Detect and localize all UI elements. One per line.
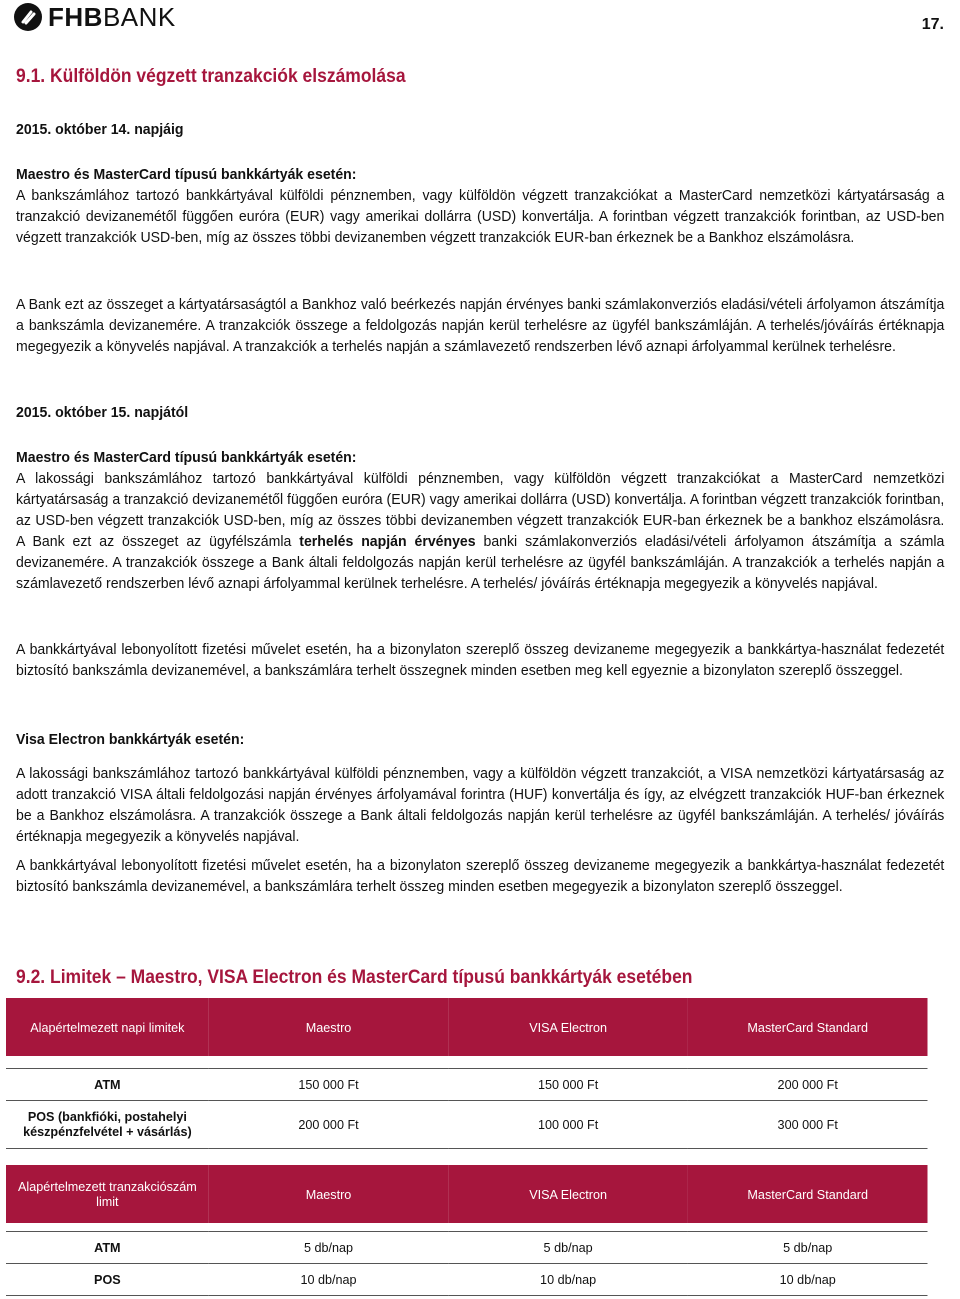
paragraph-conversion: A bankszámlához tartozó bankkártyával külföldi pénznemben, vagy külföldön végzett tranzakciókat a MasterCard nemzetközi kártyatársaság a tranzakció devizanemétől függően euróra (EUR) vagy amerikai dollárra (USD) konvertálja. A forintban végzett tranzakciók forintban, az USD-ben végzett tranzakciók USD-ben, míg az összes többi devizanemben végzett tranzakciók EUR-ban érkeznek be a Bankhoz elszámolásra.	[16, 188, 945, 246]
logo-mark-icon	[14, 3, 42, 31]
daily-limits-table	[6, 998, 928, 1149]
paragraph-block-2	[16, 448, 944, 595]
emphasis-debit-date: terhelés napján érvényes	[299, 534, 476, 550]
table-row	[6, 1068, 928, 1100]
table-cell: 100 000 Ft	[448, 1100, 688, 1148]
table-cell: 5 db/nap	[448, 1231, 688, 1263]
subheading-visa-electron: Visa Electron bankkártyák esetén:	[16, 732, 245, 748]
table-row	[6, 1231, 928, 1263]
table-cell: 150 000 Ft	[448, 1068, 688, 1100]
date-heading-from: 2015. október 15. napjától	[16, 405, 189, 421]
row-label: ATM	[6, 1068, 209, 1100]
paragraph-retail-conversion: A lakossági bankszámlához tartozó bankkártyával külföldi pénznemben, vagy külföldön végzett tranzakciókat a MasterCard nemzetközi kártyatársaság a tranzakció devizanemétől függően euróra (EUR) vagy amerikai dollárra (USD) konvertálja. A forintban végzett tranzakciók forintban, az USD-ben végzett tranzakciók USD-ben, míg az összes többi devizanemben végzett tranzakciók EUR-ban érkeznek be a bankhoz elszámolásra. A Bank ezt az összeget az ügyfélszámla terhelés napján érvényes banki számlakonverziós eladási/vételi árfolyamon átszámítja a számla devizanemére. A tranzakciók összege a Bank általi feldolgozás napján kerül terhelésre az ügyfél bankszámláján. A tranzakciók a terhelés napján a számlavezető rendszerben lévő aznapi árfolyammal kerülnek terhelésre. A terhelés/ jóváírás értéknapja megegyezik a könyvelés napjával.	[16, 471, 945, 592]
header-cell: Maestro	[209, 998, 449, 1056]
table-cell: 5 db/nap	[688, 1231, 928, 1263]
paragraph-visa-conversion: A lakossági bankszámlához tartozó bankkártyával külföldi pénznemben, vagy a külföldön végzett tranzakciót, a VISA nemzetközi kártyatársaság az adott tranzakció VISA általi feldolgozási napján érvényes árfolyamával forintra (HUF) konvertálja és így, az elvégzett tranzakciók HUF-ban érkeznek be a Bankhoz elszámolásra. A tranzakciók összege a Bank általi feldolgozás napján kerül terhelésre az ügyfél bankszámláján. A terhelés/ jóváírás értéknapja megegyezik a könyvelés napjával.	[16, 766, 945, 845]
table-cell: 200 000 Ft	[209, 1100, 449, 1148]
subheading-maestro-mastercard: Maestro és MasterCard típusú bankkártyák esetén:	[16, 167, 357, 183]
table-row	[6, 1100, 928, 1148]
table-row	[6, 1263, 928, 1295]
paragraph-same-currency: A bankkártyával lebonyolított fizetési művelet esetén, ha a bizonylaton szereplő összeg devizaneme megegyezik a bankkártya-használat fedezetét biztosító bankszámla devizanemével, a bankszámlára terhelt összegnek minden esetben meg kell egyeznie a bizonylaton szereplő összeggel.	[16, 642, 945, 679]
subheading-maestro-mastercard-2: Maestro és MasterCard típusú bankkártyák esetén:	[16, 450, 357, 466]
header-cell: Maestro	[209, 1165, 449, 1223]
logo-text: FHBBANK	[48, 2, 176, 32]
header-cell: VISA Electron	[448, 1165, 688, 1223]
row-label: POS	[6, 1263, 209, 1295]
date-heading-until: 2015. október 14. napjáig	[16, 122, 184, 138]
header-cell: MasterCard Standard	[688, 1165, 928, 1223]
section-title-9-1: 9.1. Külföldön végzett tranzakciók elszámolása	[16, 66, 406, 87]
table-cell: 10 db/nap	[209, 1263, 449, 1295]
header-cell: Alapértelmezett napi limitek	[6, 998, 209, 1056]
header-cell: VISA Electron	[448, 998, 688, 1056]
table-cell: 10 db/nap	[688, 1263, 928, 1295]
fhb-logo	[14, 3, 176, 31]
table-cell: 200 000 Ft	[688, 1068, 928, 1100]
table-cell: 150 000 Ft	[209, 1068, 449, 1100]
table-cell: 10 db/nap	[448, 1263, 688, 1295]
table-cell: 5 db/nap	[209, 1231, 449, 1263]
row-label: ATM	[6, 1231, 209, 1263]
row-label: POS (bankfióki, postahelyi készpénzfelvétel + vásárlás)	[6, 1100, 209, 1148]
paragraph-bank-rate: A Bank ezt az összeget a kártyatársaságtól a Bankhoz való beérkezés napján érvényes banki számlakonverziós eladási/vételi árfolyamon átszámítja a bankszámla devizanemére. A tranzakciók összege a feldolgozás napján kerül terhelésre az ügyfél bankszámláján. A terhelés/jóváírás értéknapja megegyezik a könyvelés napjával. A tranzakciók a terhelés napján a számlavezető rendszerben lévő aznapi árfolyammal kerülnek terhelésre.	[16, 297, 945, 355]
table-header-row	[6, 1165, 928, 1223]
table-cell: 300 000 Ft	[688, 1100, 928, 1148]
header-cell: MasterCard Standard	[688, 998, 928, 1056]
header-cell: Alapértelmezett tranzakciószám limit	[6, 1165, 209, 1223]
page-number: 17.	[921, 16, 944, 33]
transaction-count-table	[6, 1165, 928, 1296]
section-title-9-2: 9.2. Limitek – Maestro, VISA Electron és MasterCard típusú bankkártyák esetében	[16, 967, 693, 988]
paragraph-block-1	[16, 165, 944, 249]
table-header-row	[6, 998, 928, 1056]
paragraph-visa-same-currency: A bankkártyával lebonyolított fizetési művelet esetén, ha a bizonylaton szereplő összeg devizaneme megegyezik a bankkártya-használat fedezetét biztosító bankszámla devizanemével, a bankszámlára terhelt összeg minden esetben megegyezik a bizonylaton szereplő összeggel.	[16, 858, 945, 895]
